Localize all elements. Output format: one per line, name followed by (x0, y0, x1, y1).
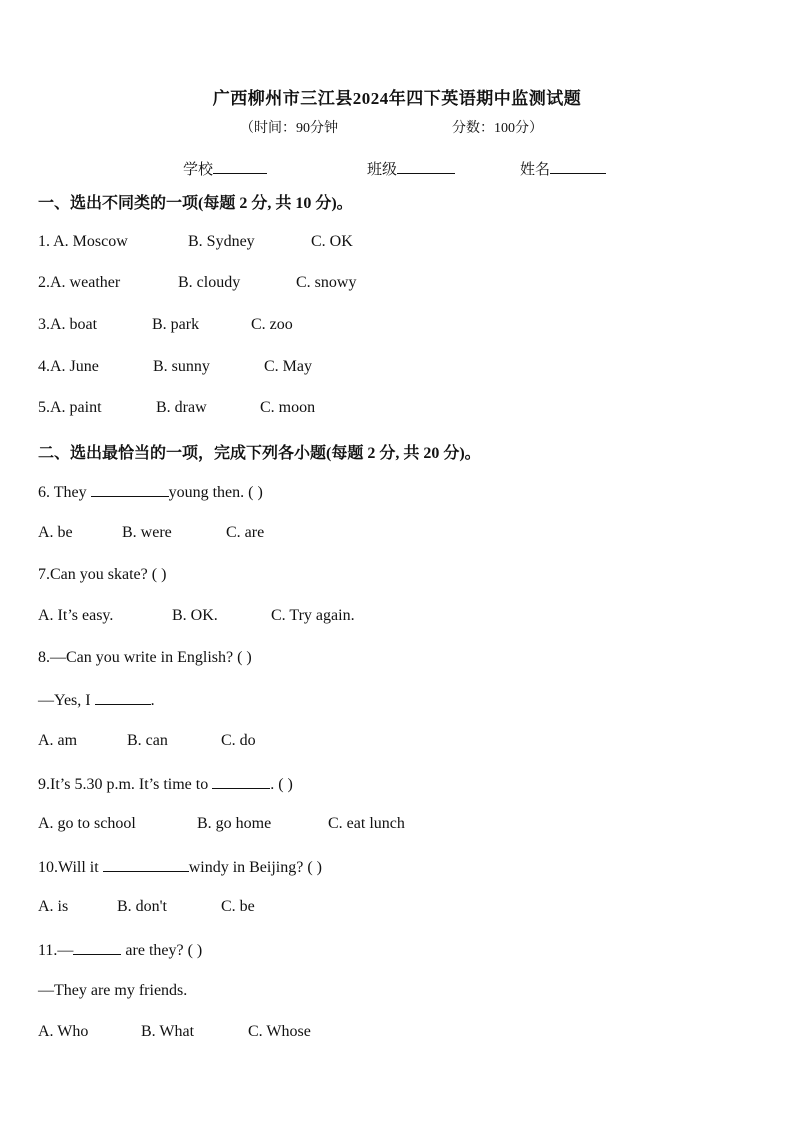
q8-reply-end: . (150, 692, 155, 709)
question-9 (38, 774, 293, 794)
q6-stem-end: young then. ( ) (168, 484, 263, 501)
q6-option-c: C. are (226, 524, 265, 541)
q4-option-b: B. sunny (153, 358, 210, 375)
school-label: 学校 (183, 162, 214, 178)
question-8: 8.—Can you write in English? ( ) (38, 649, 252, 666)
q1-option-b: B. Sydney (188, 233, 255, 250)
q8-option-c: C. do (221, 732, 256, 749)
q11-option-b: B. What (141, 1023, 195, 1040)
exam-title: 广西柳州市三江县2024年四下英语期中监测试题 (212, 89, 582, 108)
q2-option-b: B. cloudy (178, 274, 241, 291)
q5-option-a: 5.A. paint (38, 399, 102, 416)
section1-heading: 一、选出不同类的一项(每题 2 分, 共 10 分)。 (38, 195, 353, 212)
q9-stem-end: . ( ) (270, 776, 293, 793)
class-blank (397, 159, 455, 174)
question-11-reply: —They are my friends. (38, 982, 188, 999)
q2-option-c: C. snowy (296, 274, 357, 291)
q8-option-b: B. can (127, 732, 168, 749)
question-8-reply (38, 690, 155, 710)
q11-option-a: A. Who (38, 1023, 89, 1040)
section2-heading: 二、选出最恰当的一项，完成下列各小题(每题 2 分, 共 20 分)。 (38, 445, 481, 462)
question-10 (38, 857, 322, 877)
q9-option-c: C. eat lunch (328, 815, 405, 832)
q10-blank (103, 857, 189, 872)
q10-option-c: C. be (221, 898, 255, 915)
question-9-options (38, 815, 405, 833)
q9-blank (212, 774, 270, 789)
question-11 (38, 940, 202, 960)
q11-option-c: C. Whose (248, 1023, 311, 1040)
q6-blank (91, 482, 169, 497)
q3-option-c: C. zoo (251, 316, 293, 333)
q1-option-a: 1. A. Moscow (38, 233, 128, 250)
score-info: 分数：100分） (452, 121, 543, 136)
name-label: 姓名 (520, 162, 551, 178)
q4-option-a: 4.A. June (38, 358, 99, 375)
school-field (183, 158, 267, 179)
q6-option-a: A. be (38, 524, 73, 541)
question-2 (38, 274, 357, 292)
time-info: （时间：90分钟 (240, 121, 338, 136)
q6-option-b: B. were (122, 524, 172, 541)
name-field (520, 158, 606, 179)
q8-reply-start: —Yes, I (38, 692, 95, 709)
question-5 (38, 399, 316, 417)
q11-stem-start: 11.— (38, 942, 74, 959)
class-label: 班级 (367, 162, 398, 178)
school-blank (213, 159, 267, 174)
q8-blank (95, 690, 151, 705)
q10-stem-end: windy in Beijing? ( ) (188, 859, 322, 876)
q5-option-c: C. moon (260, 399, 316, 416)
q6-stem-start: 6. They (38, 484, 91, 501)
q9-option-a: A. go to school (38, 815, 136, 832)
q3-option-b: B. park (152, 316, 200, 333)
q3-option-a: 3.A. boat (38, 316, 98, 333)
q9-stem-start: 9.It’s 5.30 p.m. It’s time to (38, 776, 213, 793)
q11-blank (73, 940, 121, 955)
question-8-options (38, 732, 256, 750)
q2-option-a: 2.A. weather (38, 274, 121, 291)
name-blank (550, 159, 606, 174)
q10-option-b: B. don't (117, 898, 167, 915)
q7-option-b: B. OK. (172, 607, 218, 624)
q10-stem-start: 10.Will it (38, 859, 103, 876)
question-10-options (38, 898, 255, 916)
question-11-options (38, 1023, 311, 1041)
q1-option-c: C. OK (311, 233, 353, 250)
q5-option-b: B. draw (156, 399, 207, 416)
q7-option-a: A. It’s easy. (38, 607, 114, 624)
question-1 (38, 233, 353, 251)
question-6 (38, 482, 263, 502)
q8-option-a: A. am (38, 732, 78, 749)
question-7: 7.Can you skate? ( ) (38, 566, 167, 583)
question-6-options (38, 524, 265, 542)
question-4 (38, 358, 312, 376)
q10-option-a: A. is (38, 898, 69, 915)
q9-option-b: B. go home (197, 815, 272, 832)
q7-option-c: C. Try again. (271, 607, 355, 624)
q11-stem-end: are they? ( ) (121, 942, 203, 959)
question-7-options (38, 607, 355, 625)
q4-option-c: C. May (264, 358, 312, 375)
question-3 (38, 316, 293, 334)
class-field (367, 158, 455, 179)
